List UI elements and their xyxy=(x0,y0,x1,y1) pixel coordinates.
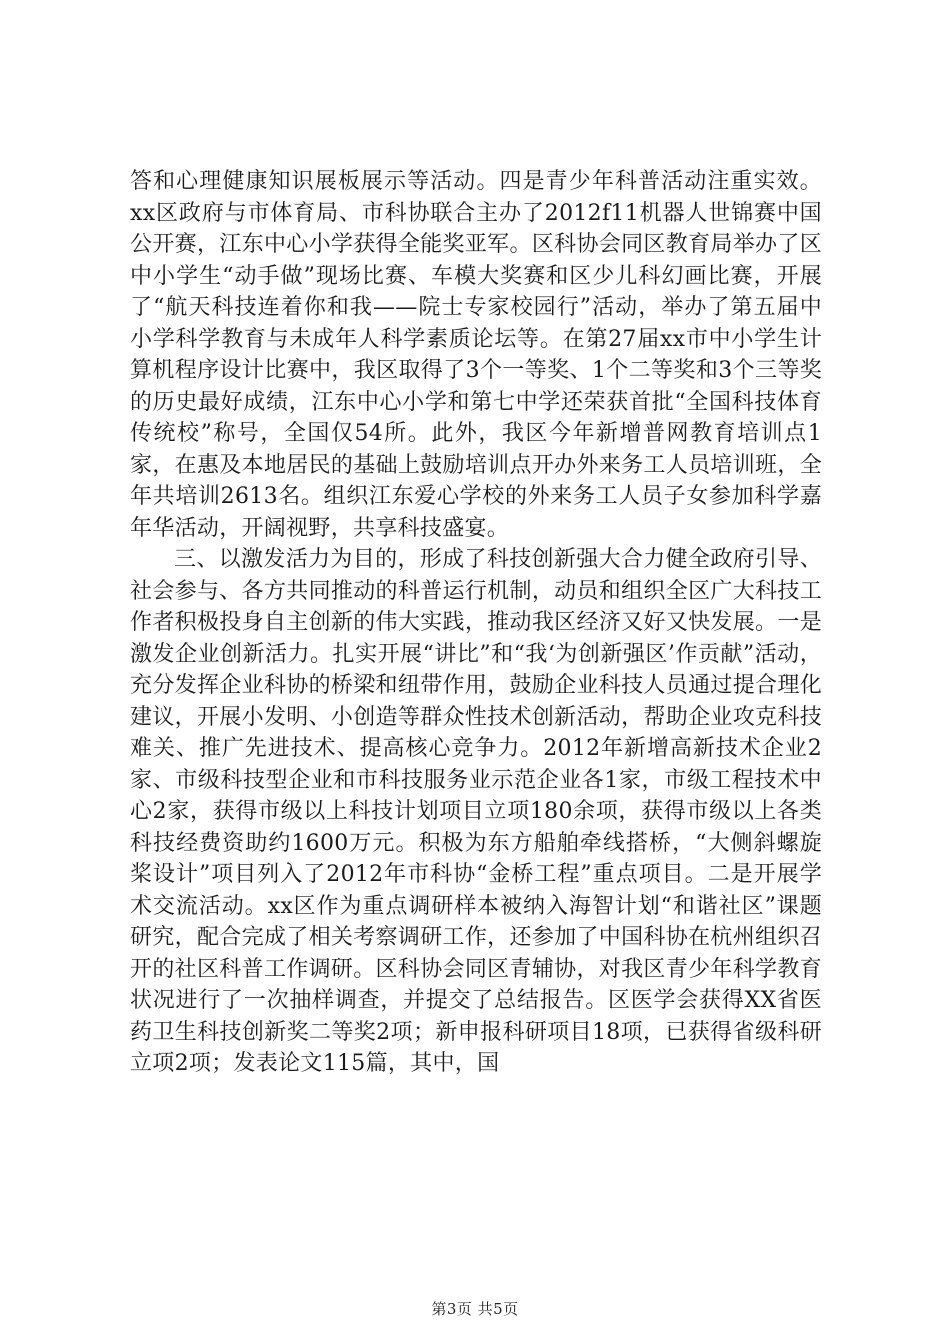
paragraph-2: 三、以激发活力为目的，形成了科技创新强大合力健全政府引导、社会参与、各方共同推动的科普运行机制，动员和组织全区广大科技工作者积极投身自主创新的伟大实践，推动我区经济又好又快发展。一是激发企业创新活力。扎实开展“讲比”和“我‘为创新强区’作贡献”活动，充分发挥企业科协的桥梁和纽带作用，鼓励企业科技人员通过提合理化建议，开展小发明、小创造等群众性技术创新活动，帮助企业攻克科技难关、推广先进技术、提高核心竞争力。2012年新增高新技术企业2家、市级科技型企业和市科技服务业示范企业各1家，市级工程技术中心2家，获得市级以上科技计划项目立项180余项，获得市级以上各类科技经费资助约1600万元。积极为东方船舶牵线搭桥，“大侧斜螺旋桨设计”项目列入了2012年市科协“金桥工程”重点项目。二是开展学术交流活动。xx区作为重点调研样本被纳入海智计划“和谐社区”课题研究，配合完成了相关考察调研工作，还参加了中国科协在杭州组织召开的社区科普工作调研。区科协会同区青辅协，对我区青少年科学教育状况进行了一次抽样调查，并提交了总结报告。区医学会获得XX省医药卫生科技创新奖二等奖2项；新申报科研项目18项，已获得省级科研立项2项；发表论文115篇，其中，国 xyxy=(130,547,822,1076)
paragraph-1: 答和心理健康知识展板展示等活动。四是青少年科普活动注重实效。xx区政府与市体育局、市科协联合主办了2012f11机器人世锦赛中国公开赛，江东中心小学获得全能奖亚军。区科协会同区教育局举办了区中小学生“动手做”现场比赛、车模大奖赛和区少儿科幻画比赛，开展了“航天科技连着你和我——院士专家校园行”活动，举办了第五届中小学科学教育与未成年人科学素质论坛等。在第27届xx市中小学生计算机程序设计比赛中，我区取得了3个一等奖、1个二等奖和3个三等奖的历史最好成绩，江东中心小学和第七中学还荣获首批“全国科技体育传统校”称号，全国仅54所。此外，我区今年新增普网教育培训点1家，在惠及本地居民的基础上鼓励培训点开办外来务工人员培训班，全年共培训2613名。组织江东爱心学校的外来务工人员子女参加科学嘉年华活动，开阔视野，共享科技盛宴。 xyxy=(130,169,822,541)
page-number-footer: 第3页 共5页 xyxy=(431,1300,519,1318)
document-body xyxy=(130,166,822,1080)
